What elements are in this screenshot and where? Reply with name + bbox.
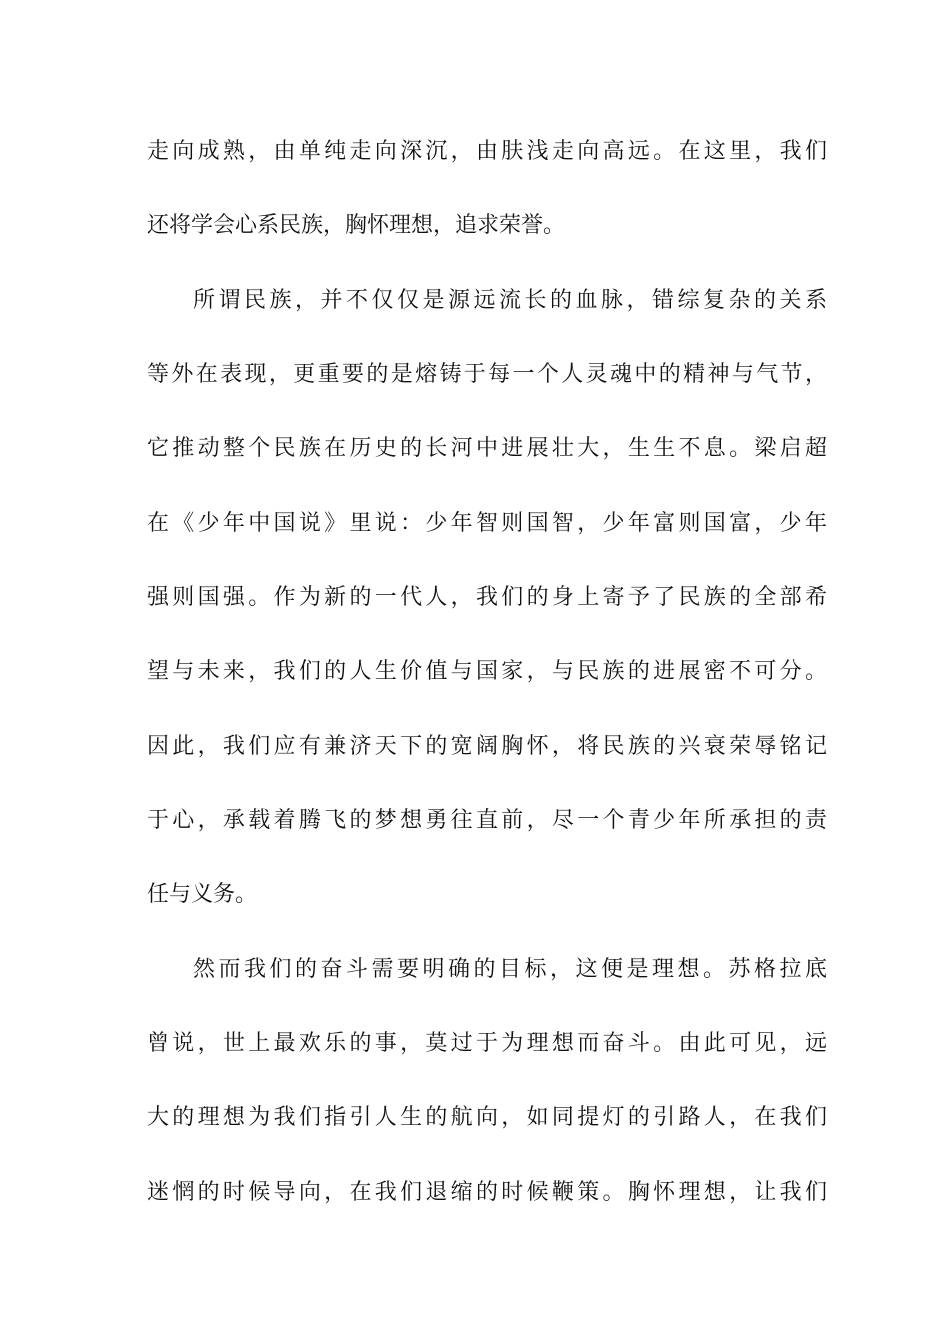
paragraph-1-line-2: 还将学会心系民族，胸怀理想，追求荣誉。 (147, 213, 566, 238)
paragraph-3-line-2: 曾说，世上最欢乐的事，莫过于为理想而奋斗。由此可见，远 (147, 1031, 827, 1056)
paragraph-2-line-3: 它推动整个民族在历史的长河中进展壮大，生生不息。梁启超 (147, 436, 827, 461)
paragraph-3-line-1: 然而我们的奋斗需要明确的目标，这便是理想。苏格拉底 (193, 957, 827, 982)
paragraph-2-line-2: 等外在表现，更重要的是熔铸于每一个人灵魂中的精神与气节， (147, 362, 827, 387)
paragraph-2-line-8: 于心，承载着腾飞的梦想勇往直前，尽一个青少年所承担的责 (147, 808, 827, 833)
paragraph-2-line-1: 所谓民族，并不仅仅是源远流长的血脉，错综复杂的关系 (193, 288, 827, 313)
paragraph-2-line-7: 因此，我们应有兼济天下的宽阔胸怀，将民族的兴衰荣辱铭记 (147, 734, 827, 759)
paragraph-2-line-5: 强则国强。作为新的一代人，我们的身上寄予了民族的全部希 (147, 585, 827, 610)
paragraph-2-line-6: 望与未来，我们的人生价值与国家，与民族的进展密不可分。 (147, 659, 827, 684)
paragraph-3-line-3: 大的理想为我们指引人生的航向，如同提灯的引路人，在我们 (147, 1105, 827, 1130)
paragraph-3-line-4: 迷惘的时候导向，在我们退缩的时候鞭策。胸怀理想，让我们 (147, 1180, 827, 1205)
paragraph-2-line-9: 任与义务。 (147, 882, 258, 907)
paragraph-1-line-1: 走向成熟，由单纯走向深沉，由肤浅走向高远。在这里，我们 (147, 139, 827, 164)
paragraph-2-line-4: 在《少年中国说》里说：少年智则国智，少年富则国富，少年 (147, 511, 827, 536)
